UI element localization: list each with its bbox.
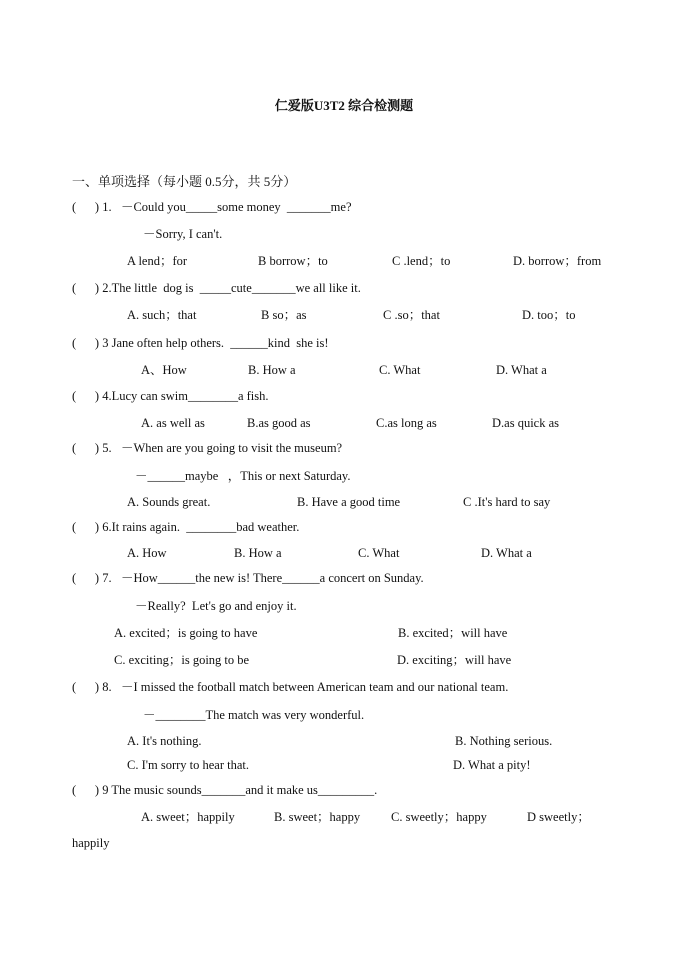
question-7-option-a: A. excited；is going to have (114, 626, 258, 640)
question-8-option-a: A. It's nothing. (127, 734, 202, 748)
question-8-option-d: D. What a pity! (453, 758, 531, 772)
question-8-stem: ( ) 8. －I missed the football match between American team and our national team. (72, 680, 509, 694)
question-2-option-b: B so；as (261, 308, 307, 322)
question-3-option-c: C. What (379, 363, 421, 377)
question-8-option-b: B. Nothing serious. (455, 734, 553, 748)
question-3-stem: ( ) 3 Jane often help others. ______kind she is! (72, 336, 329, 350)
question-9-option-c: C. sweetly；happy (391, 810, 487, 824)
question-9-option-d-continuation: happily (72, 836, 110, 850)
question-1-option-b: B borrow；to (258, 254, 328, 268)
question-9-option-a: A. sweet；happily (141, 810, 235, 824)
question-1-option-d: D. borrow；from (513, 254, 602, 268)
question-1-reply: －Sorry, I can't. (143, 227, 223, 241)
question-3-option-a: A、How (141, 363, 187, 377)
question-5-stem: ( ) 5. －When are you going to visit the museum? (72, 441, 343, 455)
question-1-stem: ( ) 1. －Could you_____some money _______me? (72, 200, 352, 214)
question-2-option-a: A. such；that (127, 308, 197, 322)
question-3-option-d: D. What a (496, 363, 547, 377)
question-8-reply: －________The match was very wonderful. (143, 708, 365, 722)
question-5-option-a: A. Sounds great. (127, 495, 211, 509)
question-9-option-d: D sweetly； (527, 810, 590, 824)
question-6-option-c: C. What (358, 546, 400, 560)
question-2-stem: ( ) 2.The little dog is _____cute_______we all like it. (72, 281, 361, 295)
question-6-stem: ( ) 6.It rains again. ________bad weather. (72, 520, 300, 534)
question-2-option-d: D. too；to (522, 308, 576, 322)
question-8-option-c: C. I'm sorry to hear that. (127, 758, 250, 772)
page-title: 仁爱版U3T2 综合检测题 (274, 98, 414, 113)
question-6-option-a: A. How (127, 546, 167, 560)
question-9-option-b: B. sweet；happy (274, 810, 361, 824)
question-4-option-c: C.as long as (376, 416, 437, 430)
question-4-option-d: D.as quick as (492, 416, 559, 430)
question-6-option-d: D. What a (481, 546, 532, 560)
question-5-option-b: B. Have a good time (297, 495, 401, 509)
question-7-option-b: B. excited；will have (398, 626, 508, 640)
question-1-option-c: C .lend；to (392, 254, 451, 268)
question-7-option-d: D. exciting；will have (397, 653, 512, 667)
question-7-option-c: C. exciting；is going to be (114, 653, 250, 667)
question-2-option-c: C .so；that (383, 308, 440, 322)
question-4-option-b: B.as good as (247, 416, 311, 430)
section-heading: 一、单项选择（每小题 0.5分，共 5分） (72, 174, 297, 189)
question-4-option-a: A. as well as (141, 416, 205, 430)
question-6-option-b: B. How a (234, 546, 282, 560)
question-5-option-c: C .It's hard to say (463, 495, 551, 509)
question-3-option-b: B. How a (248, 363, 296, 377)
question-4-stem: ( ) 4.Lucy can swim________a fish. (72, 389, 269, 403)
question-5-reply: －______maybe ，This or next Saturday. (135, 469, 351, 483)
question-1-option-a: A lend；for (127, 254, 188, 268)
question-9-stem: ( ) 9 The music sounds_______and it make us_________. (72, 783, 378, 797)
question-7-reply: －Really? Let's go and enjoy it. (135, 599, 297, 613)
question-7-stem: ( ) 7. －How______the new is! There______a concert on Sunday. (72, 571, 424, 585)
